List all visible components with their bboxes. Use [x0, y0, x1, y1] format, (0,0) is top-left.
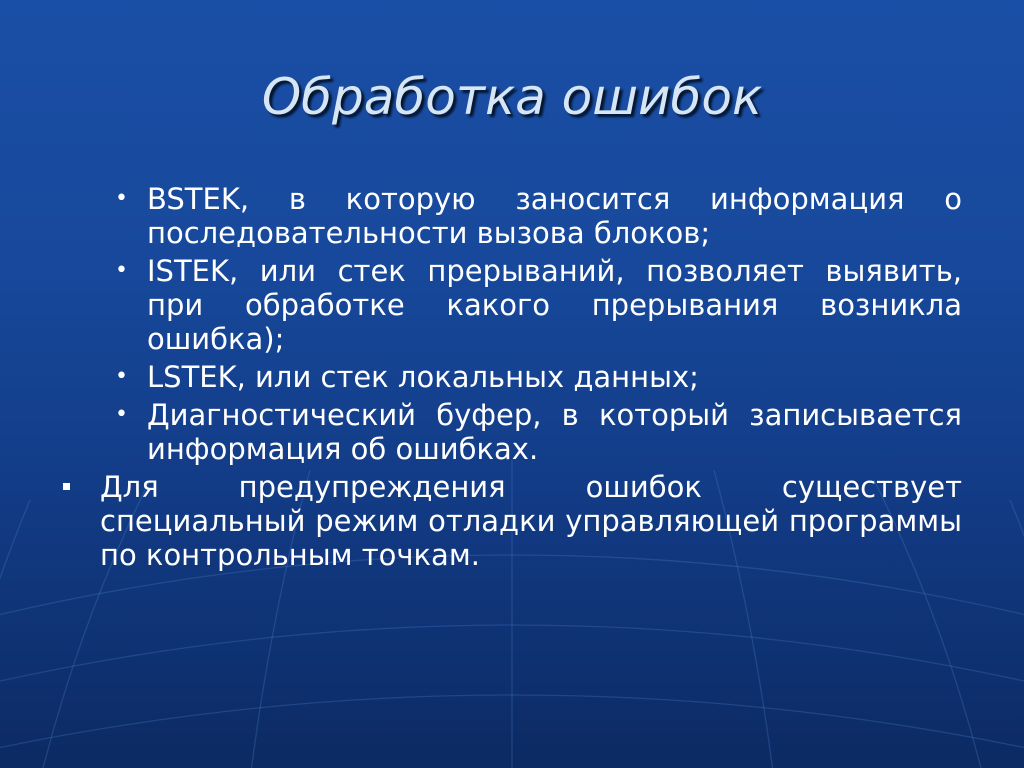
main-list	[60, 470, 962, 572]
list-item-text: Диагностический буфер, в который записывается информация об ошибках.	[147, 398, 962, 466]
bullet-dot-icon: •	[115, 364, 128, 389]
list-item-text: ISTEK, или стек прерываний, позволяет выявить, при обработке какого прерывания возникла ошибка);	[147, 254, 962, 356]
slide-content	[60, 182, 962, 572]
list-item	[115, 182, 962, 250]
bullet-dot-icon: •	[115, 258, 128, 283]
list-item	[115, 360, 962, 394]
list-item-text: LSTEK, или стек локальных данных;	[147, 360, 699, 394]
sub-list	[115, 182, 962, 466]
list-item	[115, 398, 962, 466]
list-item-text: BSTEK, в которую заносится информация о последовательности вызова блоков;	[147, 182, 962, 250]
list-item	[60, 470, 962, 572]
slide-title: Обработка ошибок	[261, 68, 763, 126]
list-item	[115, 254, 962, 356]
bullet-square-icon	[63, 483, 70, 490]
bullet-dot-icon: •	[115, 186, 128, 211]
list-item-text: Для предупреждения ошибок существует специальный режим отладки управляющей программы по контрольным точкам.	[100, 470, 962, 572]
bullet-dot-icon: •	[115, 402, 128, 427]
